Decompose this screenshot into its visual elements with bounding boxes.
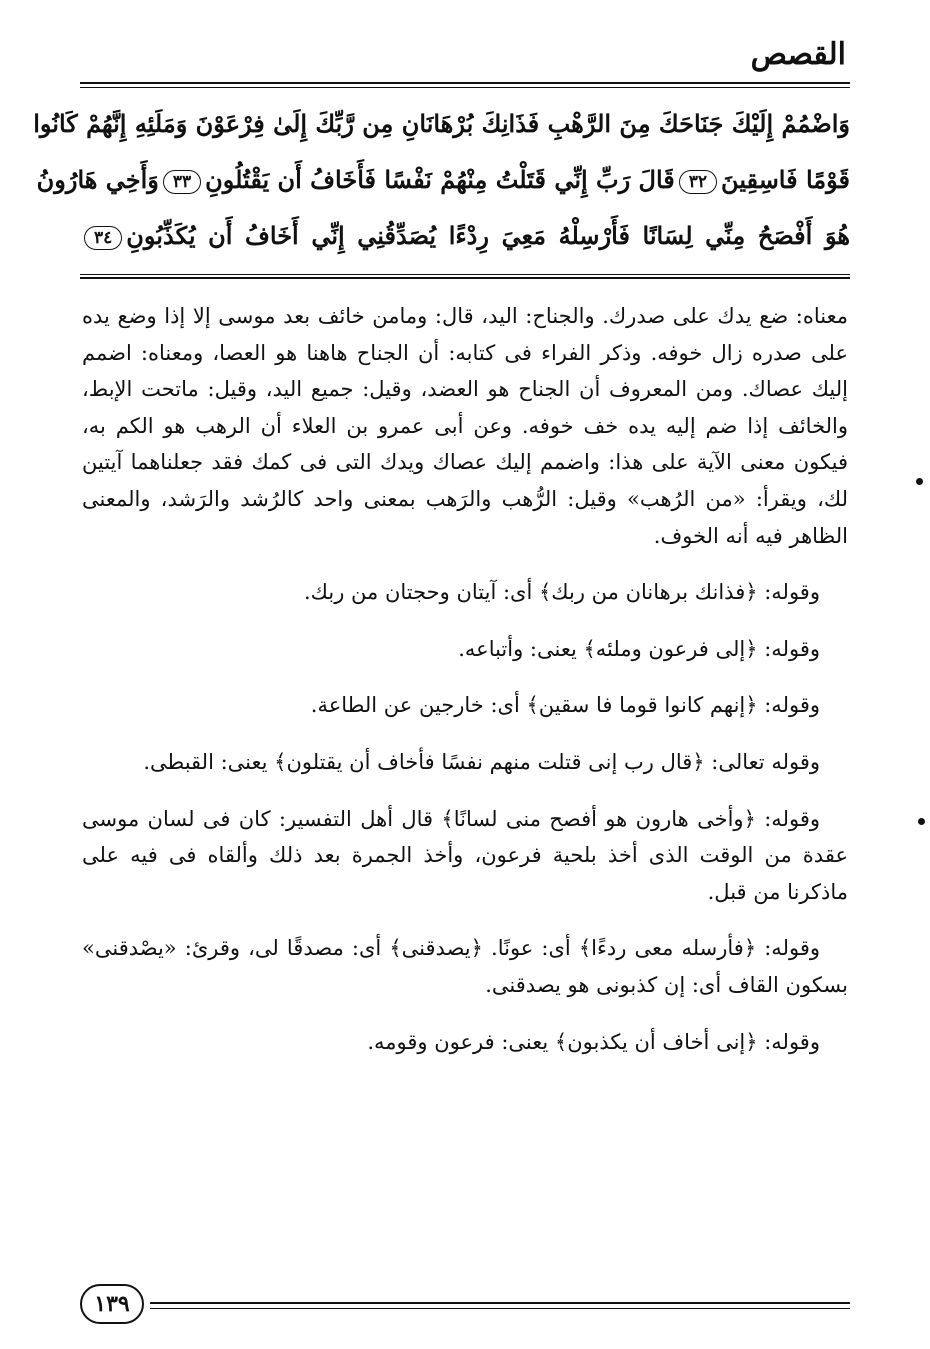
header-rule — [80, 82, 850, 88]
commentary-paragraph: وقوله: ﴿إنهم كانوا قوما فا سقين﴾ أى: خارجين عن الطاعة. — [310, 693, 820, 718]
commentary-paragraph: وقوله: ﴿فأرسله معى ردءًا﴾ أى: عونًا. ﴿يصدقنى﴾ أى: مصدقًا لى، وقرئ: «يصْدقنى» بسكون القاف أى: إن كذبونى هو يصدقنى. — [82, 936, 848, 997]
margin-dot-mark — [916, 478, 923, 485]
margin-dot-mark — [918, 818, 925, 825]
commentary-paragraph: وقوله: ﴿إنى أخاف أن يكذبون﴾ يعنى: فرعون وقومه. — [367, 1029, 820, 1054]
commentary-paragraph: وقوله: ﴿وأخى هارون هو أفصح منى لسانًا﴾ قال أهل التفسير: كان فى لسان موسى عقدة من الوقت الذى أخذ بلحية فرعون، وأخذ الجمرة بعد ذلك وألقاه فى فيه على ماذكرنا من قبل. — [82, 806, 848, 904]
commentary-paragraph: وقوله: ﴿إلى فرعون وملئه﴾ يعنى: وأتباعه. — [458, 636, 820, 661]
verse-line: هُوَ أَفْصَحُ مِنِّي لِسَانًا فَأَرْسِلْهُ مَعِيَ رِدْءًا يُصَدِّقُنِي إِنِّي أَخَافُ أَن يُكَذِّبُونِ٣٤ — [80, 208, 850, 264]
commentary-paragraph: وقوله تعالى: ﴿قال رب إنى قتلت منهم نفسًا فأخاف أن يقتلون﴾ يعنى: القبطى. — [143, 749, 820, 774]
commentary-body — [82, 298, 848, 1060]
verse-number-marker: ٣٣ — [163, 170, 201, 194]
footer-rule — [150, 1302, 850, 1309]
verses-separator-rule — [80, 274, 850, 279]
verse-line: قَوْمًا فَاسِقِينَ٣٢قَالَ رَبِّ إِنِّي قَتَلْتُ مِنْهُمْ نَفْسًا فَأَخَافُ أَن يَقْتُلُونِ٣٣وَأَخِي هَارُونُ — [36, 165, 850, 194]
commentary-paragraph: معناه: ضع يدك على صدرك. والجناح: اليد، قال: ومامن خائف بعد موسى إلا إذا وضع يده على صدره زال خوفه. وذكر الفراء فى كتابه: أن الجناح هاهنا هو العصا، ومعناه: اضمم إليك عصاك. ومن المعروف أن الجناح هو العضد، وقيل: جميع اليد، وقيل: ماتحت الإبط، والخائف إذا ضم إليه يده خف خوفه. وعن أبى عمرو بن العلاء أن الرهب هو الكم به، فيكون معنى الآية على هذا: واضمم إليك عصاك ويدك التى فى كمك فقد جعلناهما آيتين لك، ويقرأ: «من الرُهب» وقيل: الرُّهب والرَهب بمعنى واحد كالرُشد والرَشد، والمعنى الظاهر فيه أنه الخوف. — [82, 304, 848, 548]
verse-number-marker: ٣٢ — [679, 170, 717, 194]
quran-verses-block — [33, 96, 850, 264]
verse-number-marker: ٣٤ — [84, 226, 122, 250]
commentary-paragraph: وقوله: ﴿فذانك برهانان من ربك﴾ أى: آيتان وحجتان من ربك. — [304, 580, 820, 605]
page-header-title: القصص — [750, 37, 846, 72]
verse-line: وَاضْمُمْ إِلَيْكَ جَنَاحَكَ مِنَ الرَّهْبِ فَذَانِكَ بُرْهَانَانِ مِن رَّبِّكَ إِلَىٰ فِرْعَوْنَ وَمَلَئِهِ إِنَّهُمْ كَانُوا — [33, 109, 850, 138]
page-number: ١٣٩ — [80, 1284, 144, 1324]
